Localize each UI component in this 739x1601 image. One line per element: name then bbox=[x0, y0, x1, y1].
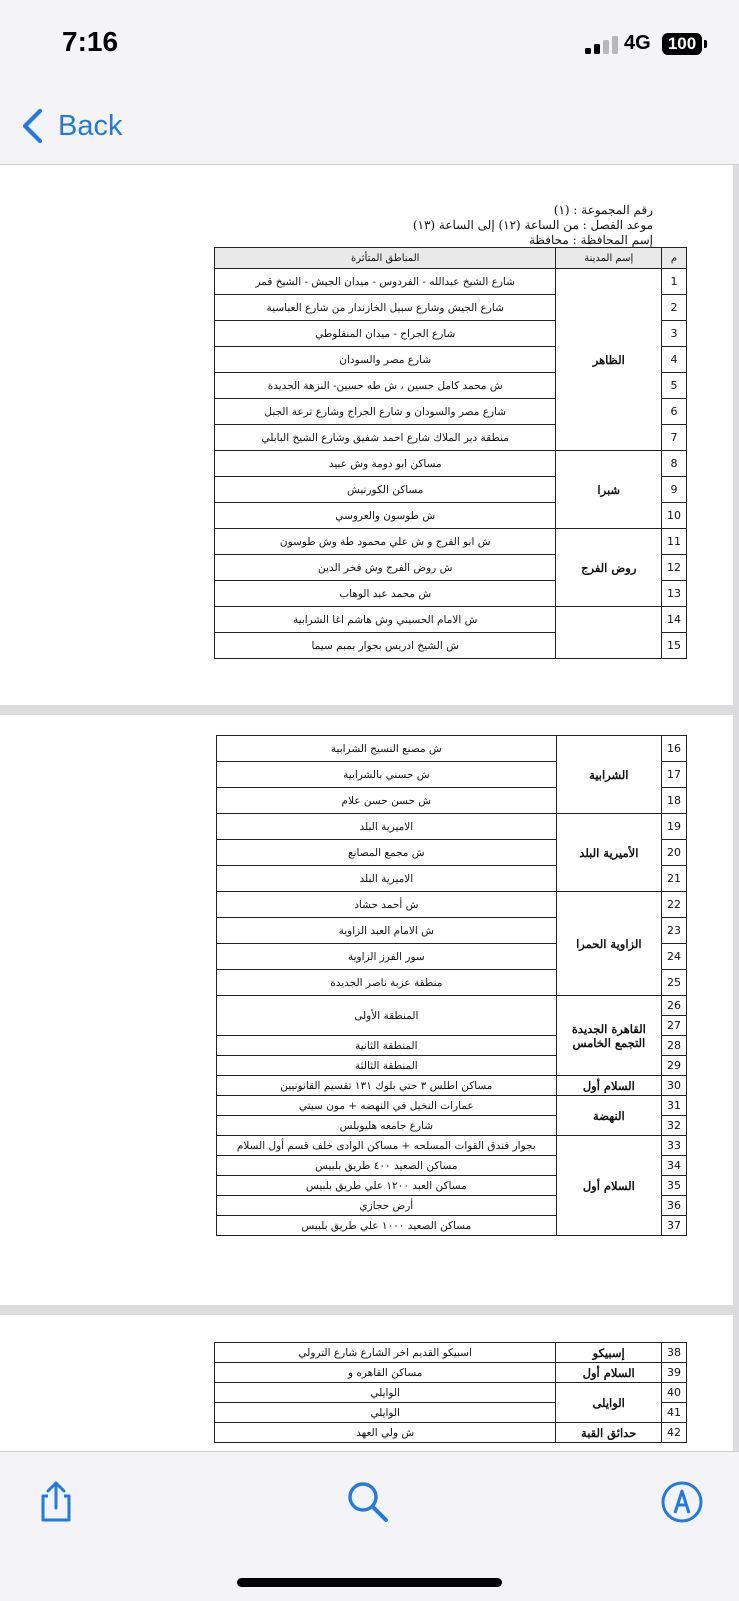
area-cell: ش محمد كامل حسين ، ش طه حسين- النزهة الجديدة bbox=[215, 373, 556, 399]
area-cell: منطقة عزبة ناصر الجديدة bbox=[217, 970, 557, 996]
area-cell: الاميرية البلد bbox=[217, 814, 557, 840]
row-number: 34 bbox=[662, 1156, 687, 1176]
row-number: 24 bbox=[662, 944, 687, 970]
markup-pen-icon bbox=[660, 1480, 704, 1524]
row-number: 20 bbox=[662, 840, 687, 866]
share-button[interactable] bbox=[34, 1480, 78, 1524]
network-type: 4G bbox=[624, 32, 651, 54]
area-cell: بجوار فندق القوات المسلحه + مساكن الوادى خلف قسم أول السلام bbox=[217, 1136, 557, 1156]
battery-icon: 100 bbox=[662, 33, 702, 55]
city-cell: النهضة bbox=[556, 1096, 661, 1136]
area-cell: شارع مصر والسودان bbox=[215, 347, 556, 373]
row-number: 23 bbox=[662, 918, 687, 944]
area-cell: ش ابو الفرج و ش علي محمود طة وش طوسون bbox=[215, 529, 556, 555]
row-number: 40 bbox=[662, 1383, 687, 1403]
row-number: 11 bbox=[662, 529, 687, 555]
row-number: 4 bbox=[662, 347, 687, 373]
row-number: 27 bbox=[662, 1016, 687, 1036]
area-cell: سور الفرز الزاوية bbox=[217, 944, 557, 970]
row-number: 18 bbox=[662, 788, 687, 814]
time-slot-line: موعد الفصل : من الساعة (١٢) إلى الساعة (١٣) bbox=[412, 218, 653, 232]
row-number: 36 bbox=[662, 1196, 687, 1216]
row-number: 28 bbox=[662, 1036, 687, 1056]
row-number: 2 bbox=[662, 295, 687, 321]
area-cell: ش روض الفرج وش فخر الدين bbox=[215, 555, 556, 581]
row-number: 19 bbox=[662, 814, 687, 840]
row-number: 31 bbox=[662, 1096, 687, 1116]
city-cell: إسبيكو bbox=[556, 1343, 662, 1363]
header-areas: المناطق المتأثرة bbox=[215, 248, 556, 269]
header-city: إسم المدينة bbox=[556, 248, 662, 269]
city-cell: السلام أول bbox=[556, 1136, 661, 1236]
area-cell: شارع الجيش وشارع سبيل الخازندار من شارع العباسية bbox=[215, 295, 556, 321]
row-number: 22 bbox=[662, 892, 687, 918]
row-number: 10 bbox=[662, 503, 687, 529]
row-number: 13 bbox=[662, 581, 687, 607]
status-time: 7:16 bbox=[62, 26, 119, 57]
row-number: 38 bbox=[662, 1343, 687, 1363]
row-number: 21 bbox=[662, 866, 687, 892]
area-cell: مساكن الكورنيش bbox=[215, 477, 556, 503]
row-number: 25 bbox=[662, 970, 687, 996]
area-cell: المنطقة الثالثة bbox=[217, 1056, 557, 1076]
row-number: 15 bbox=[662, 633, 687, 659]
area-cell: الاميرية البلد bbox=[217, 866, 557, 892]
header-num: م bbox=[662, 248, 687, 269]
city-cell: الشرابية bbox=[556, 736, 661, 814]
row-number: 9 bbox=[662, 477, 687, 503]
area-cell: ش محمد عبد الوهاب bbox=[215, 581, 556, 607]
area-cell: ش حسن حسن علام bbox=[217, 788, 557, 814]
row-number: 8 bbox=[662, 451, 687, 477]
back-label: Back bbox=[58, 109, 123, 142]
row-number: 17 bbox=[662, 762, 687, 788]
row-number: 6 bbox=[662, 399, 687, 425]
row-number: 5 bbox=[662, 373, 687, 399]
row-number: 37 bbox=[662, 1216, 687, 1236]
battery-tip bbox=[704, 40, 707, 48]
area-cell: ش الامام العبد الزاوية bbox=[217, 918, 557, 944]
row-number: 42 bbox=[662, 1423, 687, 1443]
status-bar bbox=[0, 0, 739, 88]
area-cell: ش الشيخ ادريس بجوار بمبم سيما bbox=[215, 633, 556, 659]
document-page-1 bbox=[0, 165, 733, 705]
area-cell: مساكن الصعيد ٤٠٠ طريق بلبيس bbox=[217, 1156, 557, 1176]
row-number: 41 bbox=[662, 1403, 687, 1423]
share-icon bbox=[34, 1480, 78, 1524]
cellular-signal-icon bbox=[585, 36, 621, 54]
area-cell: ش أحمد حشاد bbox=[217, 892, 557, 918]
home-indicator bbox=[237, 1578, 502, 1587]
city-cell: الأميرية البلد bbox=[556, 814, 661, 892]
area-cell: المنطقة الثانية bbox=[217, 1036, 557, 1056]
city-cell: حدائق القبة bbox=[556, 1423, 662, 1443]
area-cell: شارع مصر والسودان و شارع الجراج وشارع ترعة الجبل bbox=[215, 399, 556, 425]
row-number: 16 bbox=[662, 736, 687, 762]
area-cell: منطقة دير الملاك شارع احمد شفيق وشارع الشيخ البابلي bbox=[215, 425, 556, 451]
document-page-2 bbox=[0, 715, 733, 1305]
city-cell: القاهرة الجديدة التجمع الخامس bbox=[556, 996, 661, 1076]
search-icon bbox=[346, 1480, 390, 1524]
row-number: 30 bbox=[662, 1076, 687, 1096]
governorate-line: إسم المحافظة : محافظة bbox=[528, 233, 653, 247]
chevron-left-icon bbox=[20, 108, 44, 144]
area-cell: مساكن الصعيد ١٠٠٠ علي طريق بلبيس bbox=[217, 1216, 557, 1236]
area-cell: ش مجمع المصانع bbox=[217, 840, 557, 866]
area-cell: أرض حجازي bbox=[217, 1196, 557, 1216]
row-number: 35 bbox=[662, 1176, 687, 1196]
area-cell: عمارات النخيل في النهضه + مون سيتي bbox=[217, 1096, 557, 1116]
area-cell: الوايلي bbox=[215, 1383, 556, 1403]
city-cell: شبرا bbox=[556, 451, 662, 529]
row-number: 1 bbox=[662, 269, 687, 295]
area-cell: شارع الشيخ عبدالله - الفردوس - ميدان الجيش - الشيخ قمر bbox=[215, 269, 556, 295]
area-cell: مساكن ابو دومة وش عبيد bbox=[215, 451, 556, 477]
row-number: 26 bbox=[662, 996, 687, 1016]
area-cell: مساكن القاهره و bbox=[215, 1363, 556, 1383]
document-viewer[interactable] bbox=[0, 165, 739, 1451]
area-cell: ش طوسون والعروسي bbox=[215, 503, 556, 529]
area-cell: ش مصنع النسيج الشرابية bbox=[217, 736, 557, 762]
row-number: 12 bbox=[662, 555, 687, 581]
area-cell: مساكن اطلس ٣ حتي بلوك ١٣١ تقسيم القانونيين bbox=[217, 1076, 557, 1096]
navigation-bar bbox=[0, 88, 739, 165]
row-number: 7 bbox=[662, 425, 687, 451]
area-cell: ش حسني بالشرابية bbox=[217, 762, 557, 788]
area-cell: شارع جامعه هليوبلس bbox=[217, 1116, 557, 1136]
group-number-line: رقم المجموعة : (١) bbox=[553, 203, 653, 217]
areas-table-page-1 bbox=[214, 247, 687, 659]
area-cell: مساكن العبد ١٢٠٠ علي طريق بلبيس bbox=[217, 1176, 557, 1196]
city-cell: روض الفرج bbox=[556, 529, 662, 607]
area-cell: الوايلي bbox=[215, 1403, 556, 1423]
areas-table-page-3 bbox=[214, 1342, 687, 1443]
row-number: 33 bbox=[662, 1136, 687, 1156]
document-page-3 bbox=[0, 1315, 733, 1451]
markup-button[interactable] bbox=[660, 1480, 704, 1524]
area-cell: المنطقة الأولى bbox=[217, 996, 557, 1036]
search-button[interactable] bbox=[346, 1480, 390, 1524]
area-cell: ش الامام الحسيني وش هاشم اغا الشرابية bbox=[215, 607, 556, 633]
city-cell: الوايلى bbox=[556, 1383, 662, 1423]
city-cell-empty bbox=[556, 607, 662, 659]
row-number: 39 bbox=[662, 1363, 687, 1383]
area-cell: شارع الجراح - ميدان المنفلوطي bbox=[215, 321, 556, 347]
row-number: 3 bbox=[662, 321, 687, 347]
city-cell: السلام أول bbox=[556, 1363, 662, 1383]
city-cell: السلام أول bbox=[556, 1076, 661, 1096]
city-cell: الزاوية الحمرا bbox=[556, 892, 661, 996]
row-number: 29 bbox=[662, 1056, 687, 1076]
area-cell: ش ولي العهد bbox=[215, 1423, 556, 1443]
back-button[interactable] bbox=[20, 106, 122, 146]
row-number: 32 bbox=[662, 1116, 687, 1136]
city-cell: الظاهر bbox=[556, 269, 662, 451]
area-cell: اسبيكو القديم اخر الشارع شارع الترولي bbox=[215, 1343, 556, 1363]
row-number: 14 bbox=[662, 607, 687, 633]
areas-table-page-2 bbox=[216, 735, 687, 1236]
